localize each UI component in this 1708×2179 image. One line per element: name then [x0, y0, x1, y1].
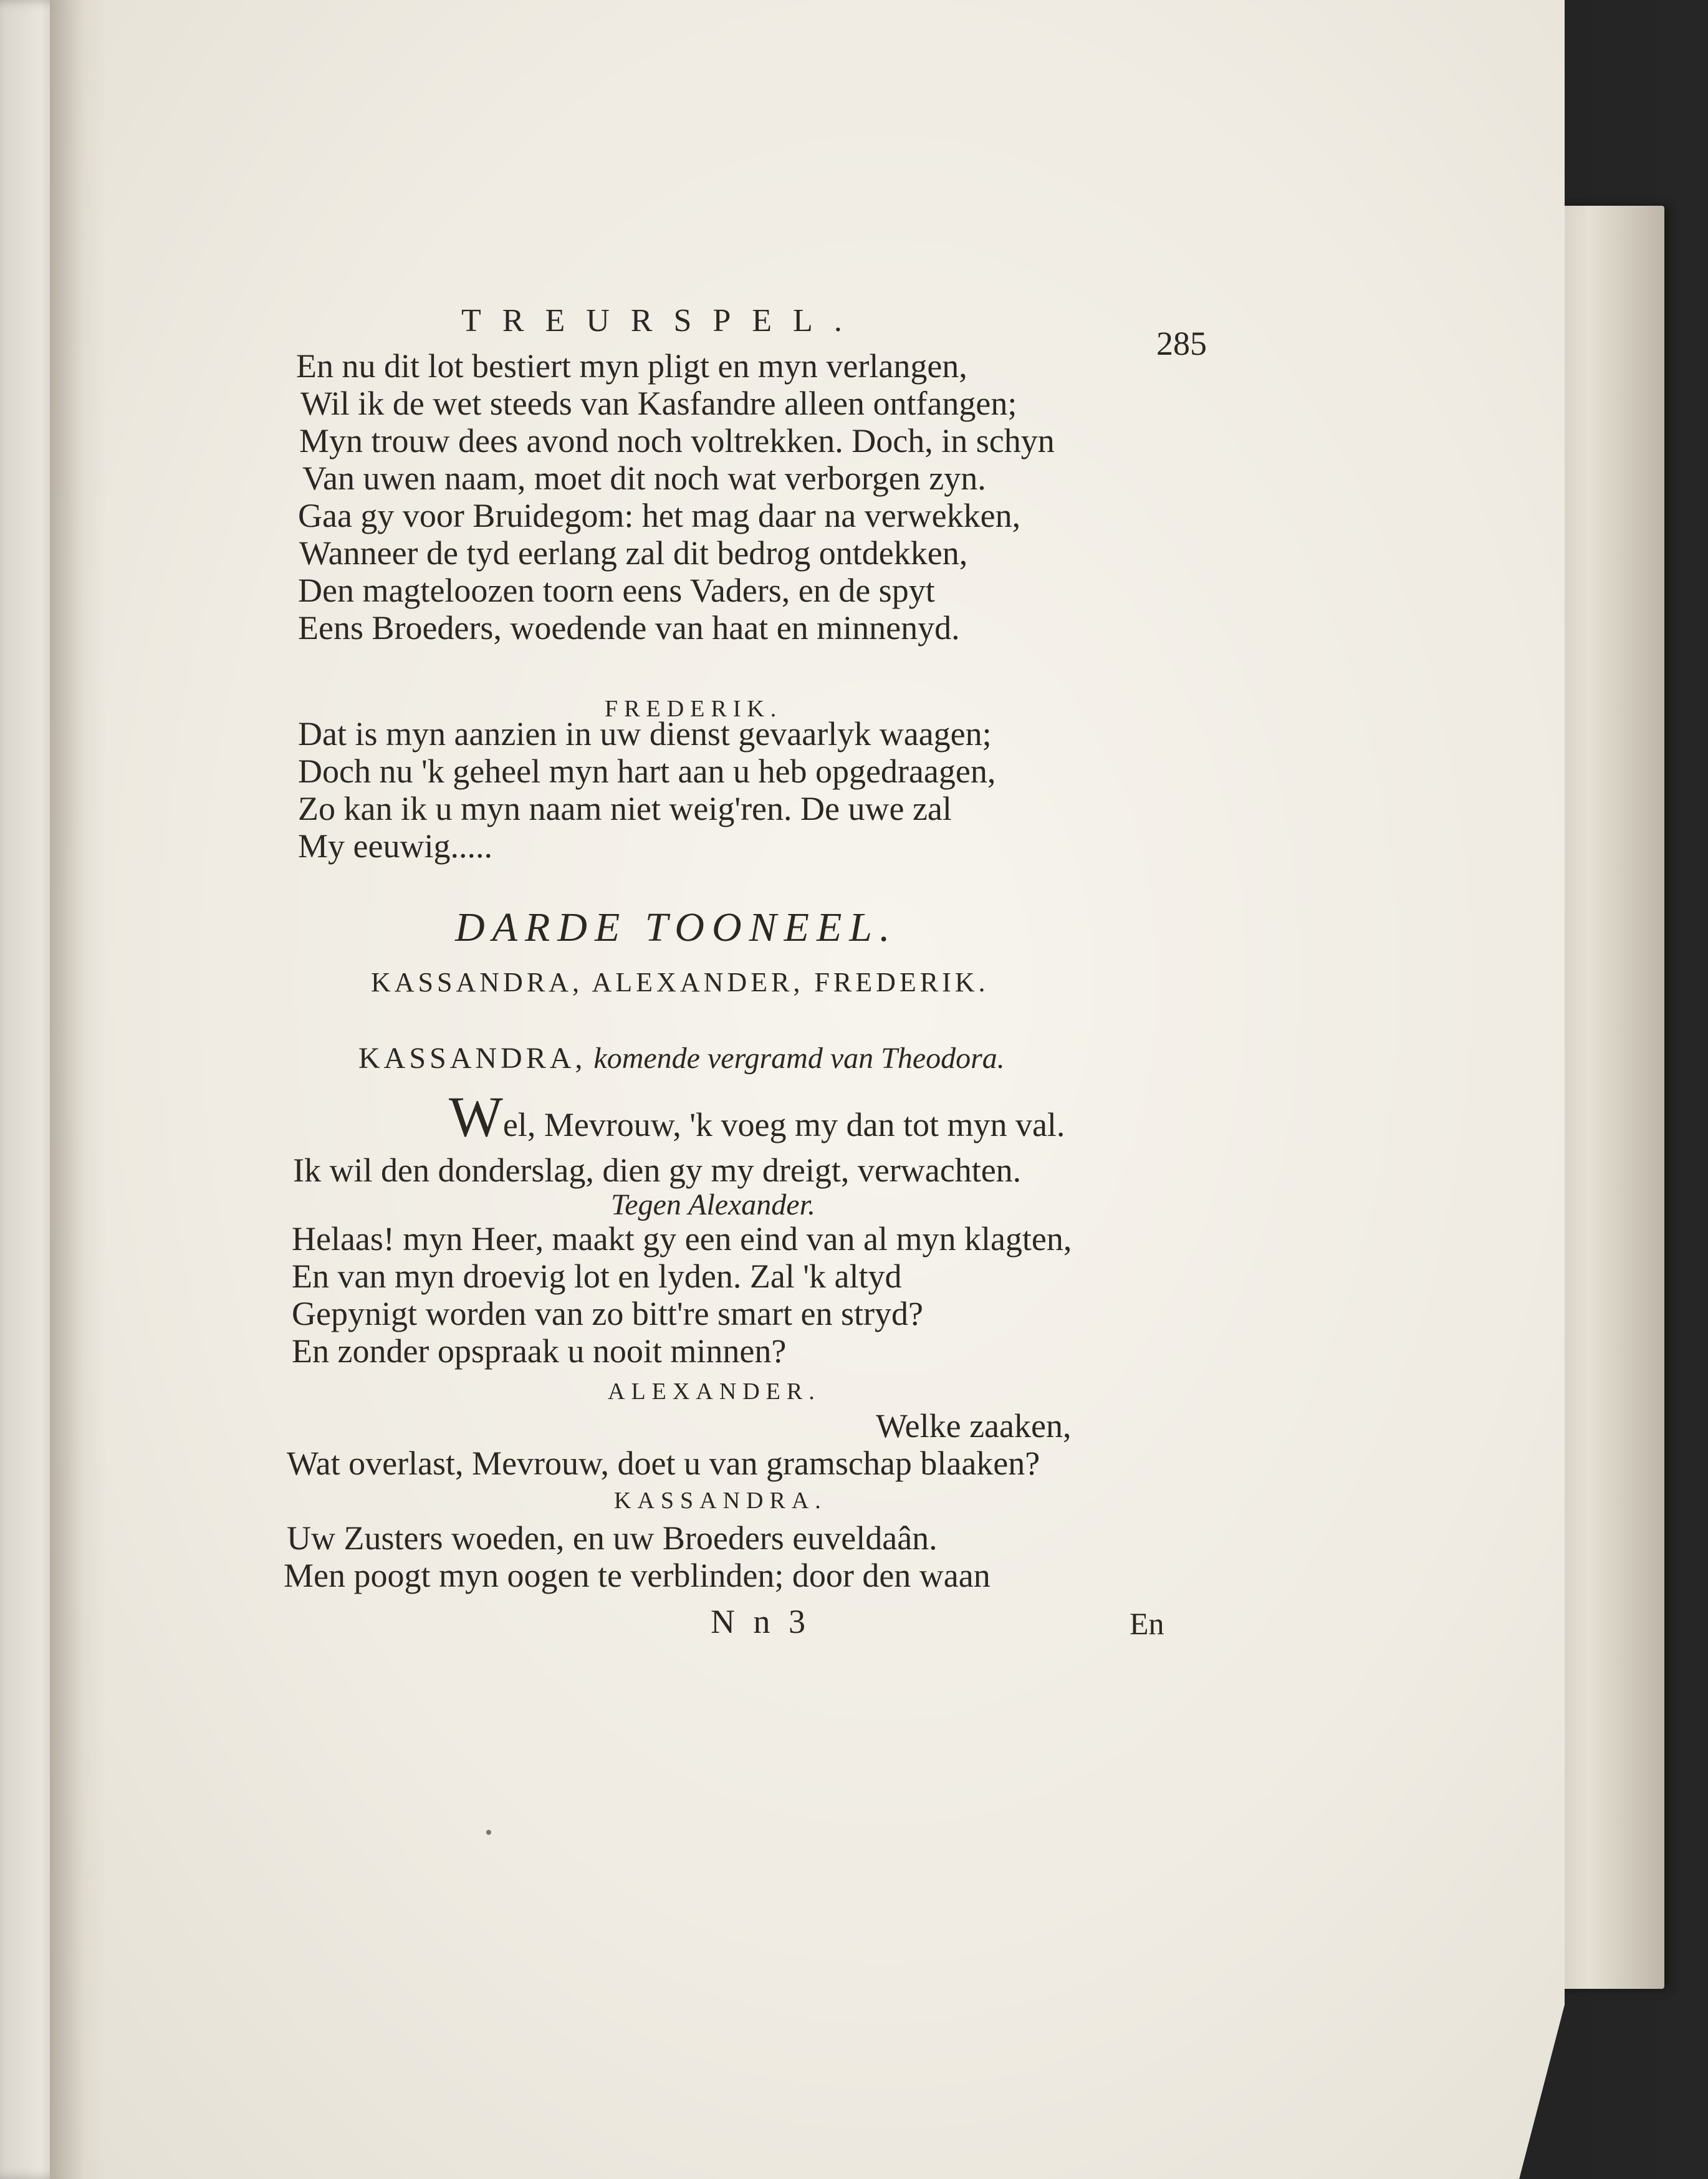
verse-line: My eeuwig..... — [298, 827, 492, 865]
verse-line: En nu dit lot bestiert myn pligt en myn verlangen, — [296, 347, 967, 385]
page-number: 285 — [1156, 325, 1207, 362]
entrance-speaker: KASSANDRA, — [358, 1042, 587, 1075]
verse-line: Wat overlast, Mevrouw, doet u van gramschap blaaken? — [287, 1445, 1040, 1482]
verse-line-indented: Welke zaaken, — [876, 1407, 1072, 1445]
signature-mark: N n 3 — [711, 1603, 810, 1640]
verse-line: Men poogt myn oogen te verblinden; door den waan — [284, 1557, 991, 1594]
speaker-name: KASSANDRA. — [614, 1488, 827, 1514]
catchword: En — [1130, 1606, 1164, 1641]
verse-line: En van myn droevig lot en lyden. Zal 'k altyd — [292, 1258, 902, 1295]
stage-entrance — [358, 1041, 1005, 1075]
verse-line: Gepynigt worden van zo bitt're smart en stryd? — [292, 1295, 923, 1332]
scene-title: DARDE TOONEEL. — [455, 905, 898, 950]
verse-line-rest: el, Mevrouw, 'k voeg my dan tot myn val. — [502, 1106, 1065, 1143]
drop-cap: W — [449, 1085, 503, 1148]
paper-speck — [486, 1830, 491, 1835]
entrance-direction: komende vergramd van Theodora. — [593, 1042, 1005, 1075]
speaker-name: ALEXANDER. — [608, 1378, 821, 1405]
verse-line: Eens Broeders, woedende van haat en minnenyd. — [298, 609, 960, 647]
verse-line: Uw Zusters woeden, en uw Broeders euveldaân. — [287, 1519, 938, 1557]
running-head: TREURSPEL. — [461, 303, 863, 339]
verse-line: Zo kan ik u myn naam niet weig'ren. De uwe zal — [298, 790, 952, 827]
verse-line: En zonder opspraak u nooit minnen? — [292, 1332, 787, 1370]
verse-line: Helaas! myn Heer, maakt gy een eind van al myn klagten, — [292, 1220, 1072, 1258]
stage-direction: Tegen Alexander. — [611, 1188, 815, 1221]
verse-line: Van uwen naam, moet dit noch wat verborgen zyn. — [302, 459, 986, 497]
verse-line-first — [449, 1085, 1065, 1148]
verse-line: Dat is myn aanzien in uw dienst gevaarlyk waagen; — [298, 715, 992, 753]
verse-line: Wanneer de tyd eerlang zal dit bedrog ontdekken, — [299, 534, 968, 572]
verse-line: Wil ik de wet steeds van Kasfandre alleen ontfangen; — [300, 385, 1017, 422]
verse-line: Doch nu 'k geheel myn hart aan u heb opgedraagen, — [298, 753, 996, 790]
verse-line: Den magteloozen toorn eens Vaders, en de spyt — [298, 572, 935, 609]
verse-line: Gaa gy voor Bruidegom: het mag daar na verwekken, — [298, 497, 1021, 534]
speaker-name: FREDERIK. — [605, 696, 783, 722]
cast-list: KASSANDRA, ALEXANDER, FREDERIK. — [371, 967, 989, 998]
verse-line: Myn trouw dees avond noch voltrekken. Doch, in schyn — [299, 422, 1055, 459]
verse-line: Ik wil den donderslag, dien gy my dreigt, verwachten. — [293, 1152, 1022, 1189]
